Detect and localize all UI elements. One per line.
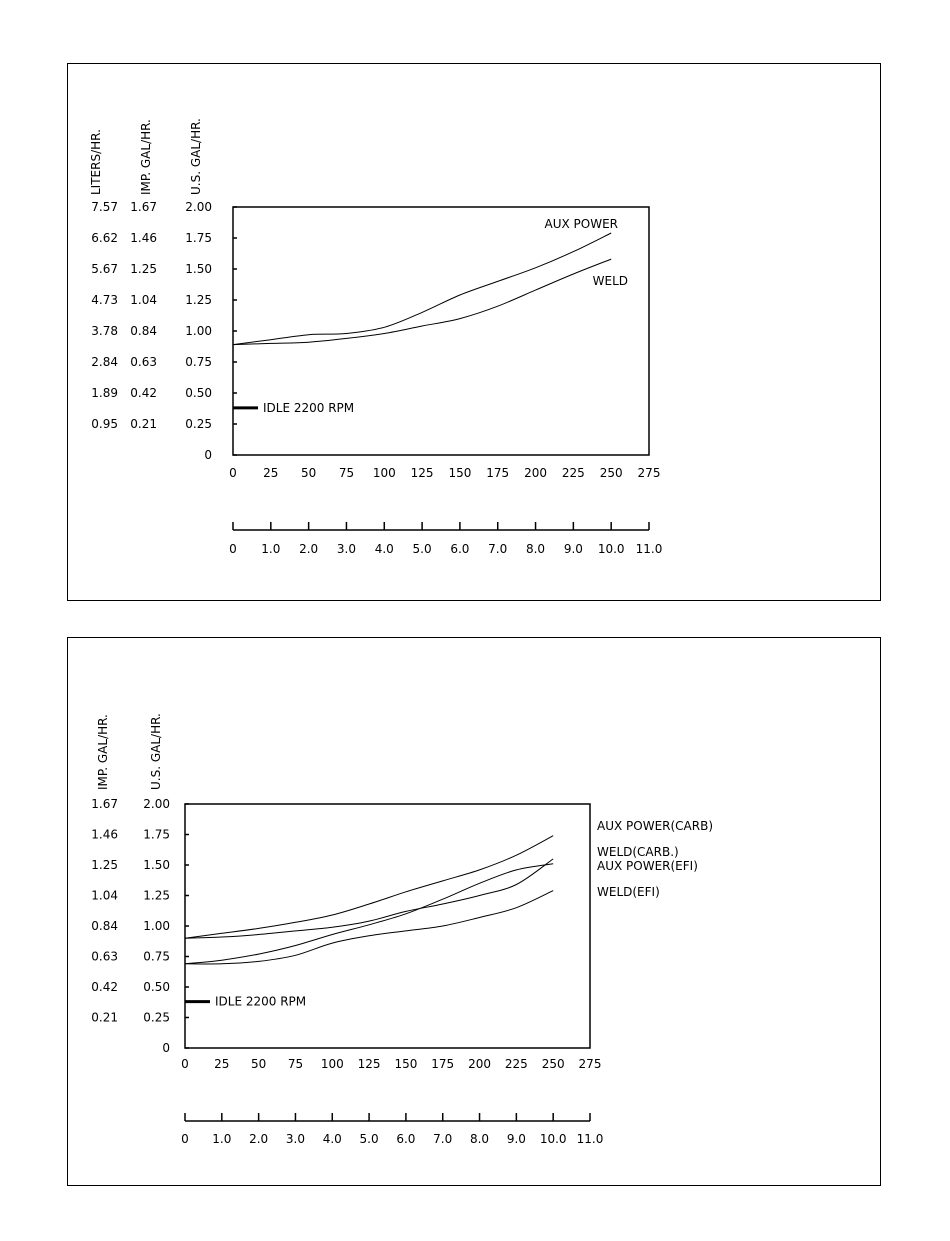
chart-1-y-tick-label: 1.75 (185, 231, 212, 245)
chart-2-y-tick-label: 1.50 (143, 858, 170, 872)
chart-2-secondary-tick-label: 0 (181, 1132, 189, 1146)
chart-2-x-tick-label: 50 (250, 1057, 267, 1071)
chart-2-y-tick-label: 1.25 (91, 858, 118, 872)
chart-1-x-tick-label: 50 (300, 466, 317, 480)
chart-1-y-tick-label: 0.42 (130, 386, 157, 400)
chart-1-y-tick-label: 0 (204, 448, 212, 462)
chart-2-frame (68, 638, 881, 1186)
chart-2-series-aux-power-efi (185, 859, 553, 938)
chart-1-y-tick-label: 1.50 (185, 262, 212, 276)
chart-2-series-label-weld-carb: WELD(CARB.) (597, 845, 679, 859)
chart-2-y-tick-label: 1.00 (143, 919, 170, 933)
chart-2-y-tick-label: 1.75 (143, 827, 170, 842)
chart-1-x-tick-label: 75 (338, 466, 355, 480)
chart-1-y-tick-label: 0.63 (130, 355, 157, 369)
chart-1-y-tick-label: 1.25 (185, 293, 212, 307)
chart-1-plot-area (233, 207, 649, 455)
chart-2-x-tick-label: 125 (357, 1057, 381, 1071)
chart-2-x-tick-label: 225 (504, 1057, 528, 1071)
chart-2-plot-area (185, 804, 590, 1048)
chart-2-series-label-weld-efi: WELD(EFI) (597, 885, 660, 899)
chart-1-y-tick-label: 1.00 (185, 324, 212, 338)
chart-2-x-tick-label: 100 (320, 1057, 344, 1071)
chart-2-secondary-tick-label: 4.0 (322, 1132, 342, 1146)
chart-1-series-weld (233, 259, 611, 345)
chart-1-x-tick-label: 25 (263, 466, 279, 480)
chart-1-y-tick-label: 0.50 (185, 386, 212, 400)
chart-1-y-tick-label: 5.67 (91, 262, 118, 276)
chart-1-x-tick-label: 125 (410, 466, 434, 480)
chart-2-y-tick-label: 0.25 (143, 1010, 170, 1025)
chart-1-y-tick-label: 2.84 (91, 355, 118, 369)
chart-1-y-tick-label: 2.00 (185, 200, 212, 214)
chart-1-y-tick-label: 0.75 (185, 355, 212, 369)
chart-2-secondary-tick-label: 7.0 (433, 1132, 453, 1146)
chart-1-x-tick-label: 100 (372, 466, 396, 480)
chart-2-series-aux-power-carb (185, 836, 553, 939)
chart-1-x-tick-label: 200 (524, 466, 547, 480)
chart-1-secondary-tick-label: 11.0 (635, 542, 663, 556)
chart-1-axis-header: U.S. GAL/HR. (189, 118, 203, 195)
chart-1-y-tick-label: 4.73 (91, 293, 118, 307)
chart-2-secondary-tick-label: 3.0 (285, 1132, 306, 1146)
chart-1-secondary-tick-label: 6.0 (450, 542, 470, 556)
chart-1-secondary-tick-label: 7.0 (488, 542, 508, 556)
chart-2-series-label-aux-power-efi: AUX POWER(EFI) (597, 859, 698, 873)
chart-2-secondary-tick-label: 11.0 (576, 1132, 604, 1146)
chart-2-y-tick-label: 0.50 (143, 980, 170, 994)
chart-2-y-tick-label: 0.84 (91, 919, 118, 933)
chart-2-y-tick-label: 0.75 (143, 949, 170, 964)
chart-1-y-tick-label: 1.67 (130, 200, 157, 214)
chart-2-y-tick-label: 0.21 (91, 1010, 118, 1025)
chart-2-secondary-tick-label: 10.0 (539, 1132, 567, 1146)
chart-1-secondary-tick-label: 10.0 (597, 542, 625, 556)
chart-1-secondary-tick-label: 1.0 (261, 542, 281, 556)
chart-2-axis-header: U.S. GAL/HR. (149, 713, 163, 790)
chart-2-series-weld-carb (185, 864, 553, 964)
chart-1-y-tick-label: 1.46 (130, 231, 157, 245)
chart-1-y-tick-label: 3.78 (91, 324, 118, 338)
chart-2-y-tick-label: 1.25 (143, 888, 170, 903)
chart-1-x-tick-label: 225 (561, 466, 585, 480)
chart-2-y-tick-label: 1.67 (91, 797, 118, 811)
chart-2-y-tick-label: 1.46 (91, 827, 118, 842)
chart-2-y-tick-label: 1.04 (91, 888, 118, 903)
chart-1-x-tick-label: 0 (229, 466, 237, 480)
chart-1-x-tick-label: 275 (637, 466, 661, 480)
chart-1-y-tick-label: 6.62 (91, 231, 118, 245)
chart-1-y-tick-label: 1.25 (130, 262, 157, 276)
chart-1-y-tick-label: 0.21 (130, 417, 157, 431)
chart-2-x-tick-label: 150 (394, 1057, 418, 1071)
chart-1-series-label-weld: WELD (592, 274, 628, 288)
chart-1-secondary-tick-label: 9.0 (563, 542, 583, 556)
chart-2-secondary-tick-label: 6.0 (396, 1132, 416, 1146)
chart-2-x-tick-label: 200 (468, 1057, 491, 1071)
chart-2-x-tick-label: 25 (214, 1057, 230, 1071)
chart-1-idle-label: IDLE 2200 RPM (263, 400, 355, 415)
chart-1-secondary-tick-label: 8.0 (525, 542, 546, 556)
chart-1-x-tick-label: 175 (486, 466, 510, 480)
chart-1-secondary-tick-label: 4.0 (374, 542, 394, 556)
chart-1-secondary-tick-label: 0 (229, 542, 237, 556)
chart-1-y-tick-label: 1.04 (130, 293, 157, 307)
chart-1-x-tick-label: 250 (599, 466, 623, 480)
chart-1-secondary-tick-label: 3.0 (336, 542, 357, 556)
chart-2-series-label-aux-power-carb: AUX POWER(CARB) (597, 819, 714, 833)
chart-2-secondary-tick-label: 5.0 (359, 1132, 379, 1146)
chart-1-y-tick-label: 0.95 (91, 417, 118, 431)
chart-1-y-tick-label: 0.25 (185, 417, 212, 431)
chart-2-x-tick-label: 175 (431, 1057, 455, 1071)
chart-1-axis-header: IMP. GAL/HR. (139, 119, 153, 195)
chart-2-secondary-tick-label: 1.0 (212, 1132, 232, 1146)
chart-1-series-aux-power (233, 233, 611, 345)
chart-2-x-tick-label: 0 (181, 1057, 189, 1071)
chart-2-series-weld-efi (185, 891, 553, 964)
chart-1-x-tick-label: 150 (448, 466, 472, 480)
chart-2-secondary-tick-label: 8.0 (469, 1132, 490, 1146)
chart-1-y-tick-label: 7.57 (91, 200, 118, 214)
chart-2-y-tick-label: 0.63 (91, 949, 118, 964)
chart-1-y-tick-label: 1.89 (91, 386, 118, 400)
chart-1-series-label-aux-power: AUX POWER (544, 217, 618, 231)
chart-1-y-tick-label: 0.84 (130, 324, 157, 338)
chart-2-idle-label: IDLE 2200 RPM (215, 994, 307, 1009)
chart-2-secondary-tick-label: 2.0 (249, 1132, 269, 1146)
chart-2-axis-header: IMP. GAL/HR. (96, 714, 110, 790)
chart-2-x-tick-label: 250 (541, 1057, 565, 1071)
chart-2-x-tick-label: 75 (287, 1057, 304, 1071)
chart-2-y-tick-label: 2.00 (143, 797, 170, 811)
chart-2-y-tick-label: 0 (162, 1041, 170, 1055)
chart-1-axis-header: LITERS/HR. (89, 129, 103, 195)
chart-2-x-tick-label: 275 (578, 1057, 602, 1071)
chart-2-secondary-tick-label: 9.0 (506, 1132, 526, 1146)
chart-1-secondary-tick-label: 5.0 (412, 542, 432, 556)
chart-2-y-tick-label: 0.42 (91, 980, 118, 994)
chart-1-secondary-tick-label: 2.0 (299, 542, 319, 556)
